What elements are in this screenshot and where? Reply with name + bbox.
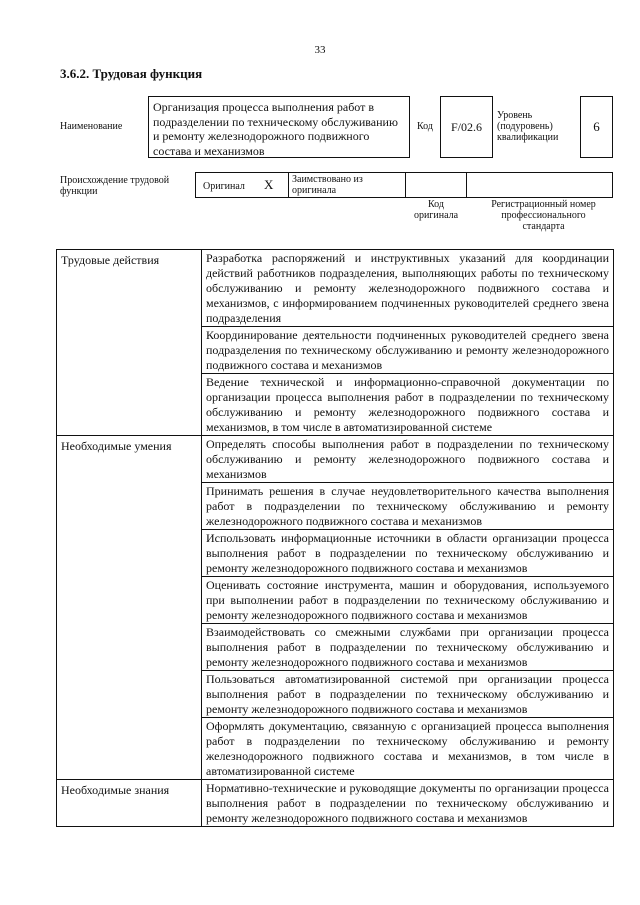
function-name-box: Организация процесса выполнения работ в подразделении по техническому обслуживанию и ремонту железнодорожного подвижного состава и механизмов — [148, 96, 410, 158]
skill-item: Оценивать состояние инструмента, машин и оборудования, используемого при выполнении работ в подразделении по техническому обслуживанию и ремонту железнодорожного подвижного состава и механизмов — [202, 577, 614, 624]
table-row — [57, 436, 614, 483]
skill-item: Определять способы выполнения работ в подразделении по техническому обслуживанию и ремонту железнодорожного подвижного состава и механизмов — [202, 436, 614, 483]
registration-caption-line: Регистрационный номер — [491, 199, 596, 210]
level-label-line: квалификации — [497, 132, 559, 143]
knowledge-item: Нормативно-технические и руководящие документы по организации процесса выполнения работ в подразделении по техническому обслуживанию и ремонту железнодорожного подвижного состава и механизмов — [202, 780, 614, 827]
original-label: Оригинал — [203, 181, 245, 192]
level-label — [497, 110, 558, 143]
knowledge-label: Необходимые знания — [57, 780, 202, 827]
page-number: 33 — [314, 44, 326, 56]
labor-action-item: Разработка распоряжений и инструктивных указаний для координации действий работников подразделения, выполняющих работы по техническому обслуживанию и ремонту железнодорожного подвижного состава и механизмов, с информированием подчиненных руководителей среднего звена подразделения — [202, 250, 614, 327]
skill-item: Принимать решения в случае неудовлетворительного качества выполнения работ в подразделении по техническому обслуживанию и ремонту железнодорожного подвижного состава и механизмов — [202, 483, 614, 530]
borrowed-label-line: оригинала — [292, 185, 337, 196]
table-row — [57, 780, 614, 827]
level-value: 6 — [580, 96, 613, 158]
function-details-table — [56, 249, 614, 827]
borrowed-label — [292, 174, 363, 196]
registration-caption — [470, 199, 617, 232]
origin-label — [60, 175, 169, 197]
level-label-line: (подуровень) — [497, 121, 553, 132]
skill-item: Оформлять документацию, связанную с организацией процесса выполнения работ в подразделении по техническому обслуживанию и ремонту железнодорожного подвижного состава и механизмов, в том числе в автоматизированной системе — [202, 718, 614, 780]
code-caption-line: оригинала — [413, 210, 459, 221]
skill-item: Взаимодействовать со смежными службами при организации процесса выполнения работ в подразделении по техническому обслуживанию и ремонту железнодорожного подвижного состава и механизмов — [202, 624, 614, 671]
original-cell — [195, 172, 289, 198]
section-title: 3.6.2. Трудовая функция — [60, 66, 203, 81]
registration-caption-line: профессионального — [501, 210, 586, 221]
registration-number-cell — [466, 172, 613, 198]
table-row — [57, 250, 614, 327]
origin-label-line: функции — [60, 186, 98, 197]
labor-action-item: Координирование деятельности подчиненных руководителей среднего звена подразделения по техническому обслуживанию и ремонту железнодорожного подвижного состава и механизмов — [202, 327, 614, 374]
labor-action-item: Ведение технической и информационно-справочной документации по организации процесса выполнения работ в подразделении по техническому обслуживанию и ремонту железнодорожного подвижного состава и механизмов, в том числе в автоматизированной системе — [202, 374, 614, 436]
name-label: Наименование — [60, 121, 123, 132]
origin-label-line: Происхождение трудовой — [60, 175, 170, 186]
code-caption — [405, 199, 467, 221]
origin-row — [195, 172, 613, 198]
skill-item: Пользоваться автоматизированной системой при организации процесса выполнения работ в подразделении по техническому обслуживанию и ремонту железнодорожного подвижного состава и механизмов — [202, 671, 614, 718]
borrowed-cell — [288, 172, 406, 198]
code-label: Код — [417, 121, 433, 132]
borrowed-label-line: Заимствовано из — [292, 174, 363, 185]
original-mark: X — [264, 177, 274, 192]
registration-caption-line: стандарта — [522, 221, 565, 232]
level-label-line: Уровень — [497, 110, 533, 121]
skill-item: Использовать информационные источники в области организации процесса выполнения работ в подразделении по техническому обслуживанию и ремонту железнодорожного подвижного состава и механизмов — [202, 530, 614, 577]
origin-code-cell — [405, 172, 467, 198]
code-caption-line: Код — [428, 199, 444, 210]
labor-actions-label: Трудовые действия — [57, 250, 202, 436]
code-value: F/02.6 — [440, 96, 493, 158]
skills-label: Необходимые умения — [57, 436, 202, 780]
